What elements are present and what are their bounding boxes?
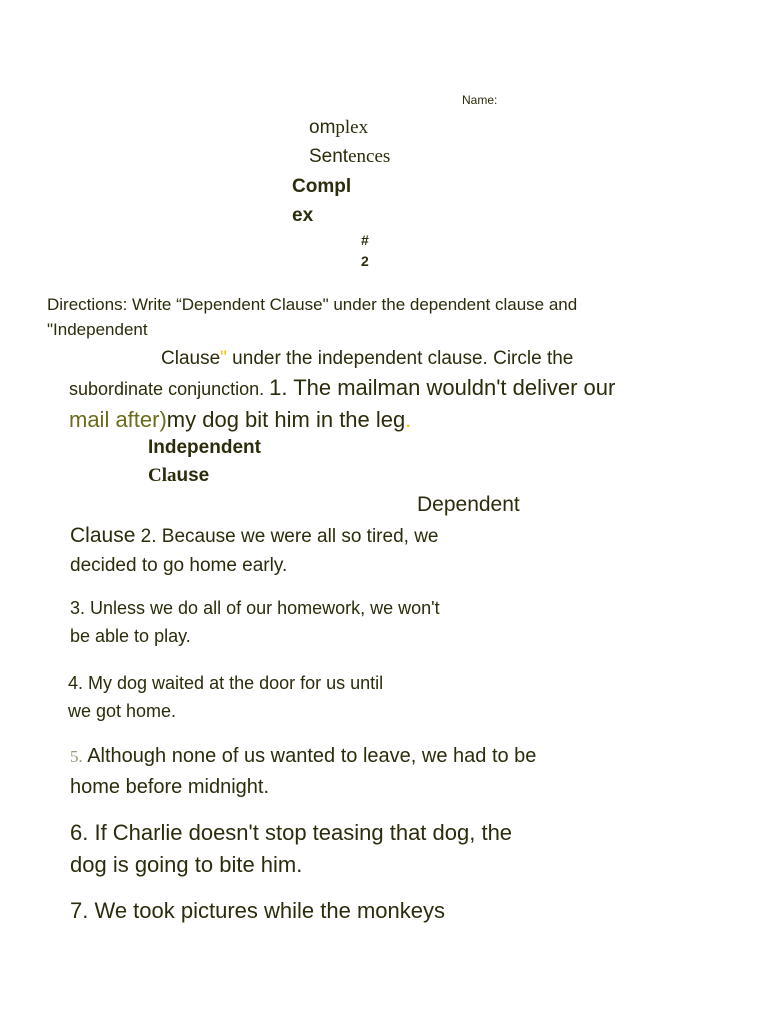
directions-line-1: Directions: Write “Dependent Clause" under the dependent clause and bbox=[47, 295, 578, 314]
title-line-1b: plex bbox=[335, 117, 369, 138]
sentence-3-line-1: 3. Unless we do all of our homework, we won't bbox=[70, 598, 440, 618]
independent-label-use: use bbox=[176, 465, 210, 486]
title-line-2a: Sent bbox=[309, 146, 349, 167]
sentence-6-line-1: 6. If Charlie doesn't stop teasing that dog, the bbox=[70, 820, 513, 845]
number-value: 2 bbox=[361, 253, 369, 269]
sentence-2-text: Because we were all so tired, we bbox=[161, 526, 439, 547]
independent-label-line-2 bbox=[148, 466, 209, 485]
sentence-5-line-2: home before midnight. bbox=[70, 776, 270, 798]
sentence-4-line-1: 4. My dog waited at the door for us until bbox=[68, 673, 384, 693]
sentence-4-line-2: we got home. bbox=[68, 701, 177, 721]
period-mark: . bbox=[405, 407, 412, 432]
directions-line-5b: my dog bit him in the leg bbox=[166, 407, 406, 432]
sentence-5-number: 5. bbox=[70, 747, 83, 766]
directions-line-4a: subordinate conjunction. bbox=[69, 379, 270, 399]
sentence-7-line-1: 7. We took pictures while the monkeys bbox=[70, 898, 445, 923]
directions-line-2: "Independent bbox=[47, 320, 148, 339]
sentence-6-line-2: dog is going to bite him. bbox=[70, 852, 303, 877]
directions-line-4b: 1. The mailman wouldn't deliver our bbox=[269, 375, 616, 400]
dependent-label-line-2: Clause bbox=[70, 524, 136, 547]
sentence-5-line-1 bbox=[70, 746, 536, 766]
directions-line-5a: mail after) bbox=[69, 407, 167, 432]
title-line-3: Compl bbox=[292, 176, 352, 197]
sentence-2-number: 2. bbox=[140, 526, 157, 547]
dependent-label-line-1: Dependent bbox=[417, 493, 520, 516]
sentence-2-line-2: decided to go home early. bbox=[70, 555, 288, 576]
independent-label-cla: Cla bbox=[148, 465, 177, 486]
directions-line-5 bbox=[69, 409, 411, 431]
title-line-4: ex bbox=[292, 205, 314, 226]
name-label: Name: bbox=[462, 93, 498, 107]
sentence-3-line-2: be able to play. bbox=[70, 626, 191, 646]
directions-line-4 bbox=[69, 377, 615, 399]
directions-line-3a: Clause bbox=[161, 348, 221, 369]
title-line-1 bbox=[309, 118, 368, 137]
sentence-2-line-1 bbox=[70, 525, 438, 546]
quote-mark: " bbox=[220, 348, 227, 369]
sentence-5-text: Although none of us wanted to leave, we had to be bbox=[87, 745, 537, 767]
title-line-2b: ences bbox=[348, 146, 391, 167]
number-hash: # bbox=[361, 232, 369, 248]
directions-line-3b: under the independent clause. Circle the bbox=[226, 348, 574, 369]
independent-label-line-1: Independent bbox=[148, 437, 261, 458]
directions-line-3 bbox=[161, 349, 573, 368]
title-line-1a: om bbox=[309, 117, 336, 138]
title-line-2 bbox=[309, 147, 390, 166]
